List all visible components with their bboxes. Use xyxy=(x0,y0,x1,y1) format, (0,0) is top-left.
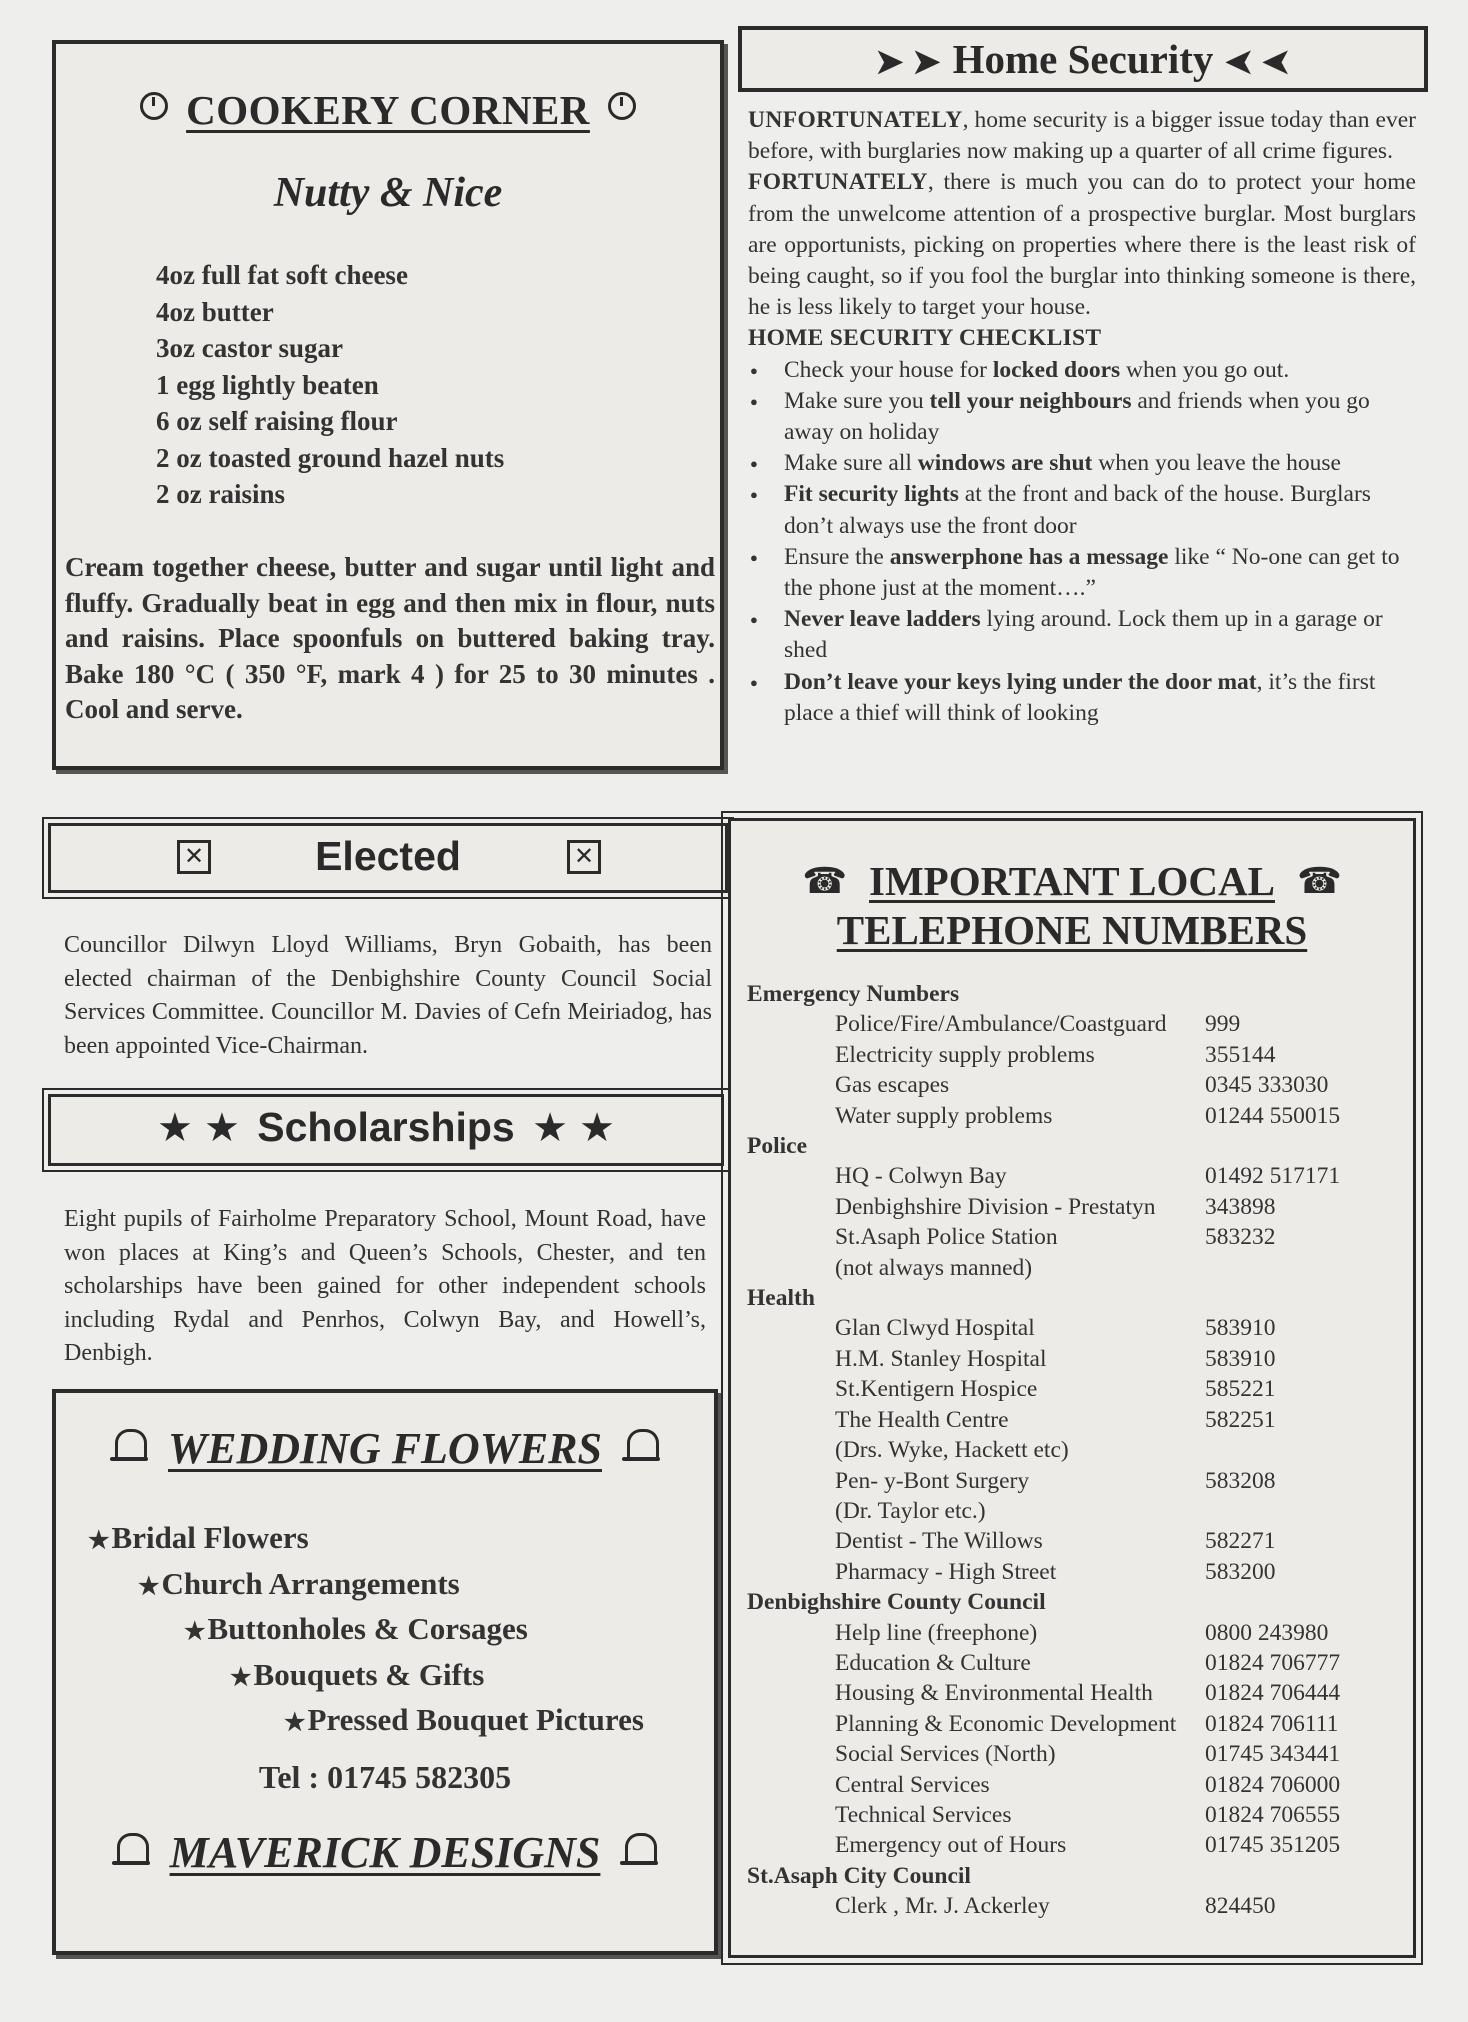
wedding-brand: MAVERICK DESIGNS xyxy=(169,1828,601,1877)
directory-number: 582251 xyxy=(1205,1406,1276,1433)
wedding-flowers-ad xyxy=(52,1389,718,1955)
checkbox-x-icon: ✕ xyxy=(567,840,601,874)
directory-label: Clerk , Mr. J. Ackerley xyxy=(835,1893,1050,1920)
home-security-header xyxy=(738,26,1428,92)
checklist-item xyxy=(748,448,1416,479)
telephone-title xyxy=(731,857,1413,954)
wedding-service-item: ★ Bridal Flowers xyxy=(88,1517,644,1563)
directory-row xyxy=(731,1891,1415,1921)
wedding-service-item: ★ Pressed Bouquet Pictures xyxy=(284,1699,644,1745)
directory-label: H.M. Stanley Hospital xyxy=(835,1345,1047,1372)
ingredient-item: 6 oz self raising flour xyxy=(156,406,398,436)
directory-label: (not always manned) xyxy=(835,1254,1033,1281)
wedding-brand-row xyxy=(56,1827,714,1878)
directory-number: 0345 333030 xyxy=(1205,1072,1329,1099)
directory-row xyxy=(731,1435,1415,1465)
security-checklist xyxy=(748,355,1416,729)
checklist-text: and friends when you go away on holiday xyxy=(784,387,1370,446)
checklist-emphasis: windows are shut xyxy=(917,450,1093,477)
directory-label: (Drs. Wyke, Hackett etc) xyxy=(835,1437,1069,1464)
directory-label: Education & Culture xyxy=(835,1649,1031,1676)
directory-row xyxy=(731,1101,1415,1131)
directory-number: 01824 706444 xyxy=(1205,1680,1341,1707)
directory-number: 01745 343441 xyxy=(1205,1741,1341,1768)
directory-row xyxy=(731,1161,1415,1191)
directory-row xyxy=(731,1253,1415,1283)
cookery-corner-panel xyxy=(52,40,724,770)
ingredient-list xyxy=(156,257,504,513)
checklist-text: when you leave the house xyxy=(1092,450,1341,477)
elected-text: Councillor Dilwyn Lloyd Williams, Bryn Gobaith, has been elected chairman of the Denbighshire County Council Social Services Committee. Councillor M. Davies of Cefn Meiriadog, has been appointed Vice-Chairman. xyxy=(64,932,712,1059)
directory-row xyxy=(731,1770,1415,1800)
ingredient-item: 3oz castor sugar xyxy=(156,333,343,363)
directory-label: Pharmacy - High Street xyxy=(835,1558,1057,1585)
directory-number: 824450 xyxy=(1205,1893,1276,1920)
directory-number: 355144 xyxy=(1205,1041,1276,1068)
directory-row xyxy=(731,1040,1415,1070)
recipe-method: Cream together cheese, butter and sugar until light and fluffy. Gradually beat in egg and then mix in flour, nuts and raisins. Place spoonfuls on buttered baking tray. Bake 180 °C ( 350 °F, mark 4 ) for 25 to 30 minutes . Cool and serve. xyxy=(65,552,715,724)
directory-row xyxy=(731,1739,1415,1769)
directory-row xyxy=(731,1313,1415,1343)
star-icon: ★ ★ xyxy=(532,1106,615,1150)
checklist-text: Make sure you xyxy=(784,387,930,414)
directory-row xyxy=(731,1526,1415,1556)
directory-number: 01492 517171 xyxy=(1205,1163,1341,1190)
directory-row xyxy=(731,1830,1415,1860)
directory-label: Emergency out of Hours xyxy=(835,1832,1067,1859)
security-paragraph-text: , there is much you can do to protect your home from the unwelcome attention of a prospective burglar. Most burglars are opportunists, picking on properties where there is the least risk of being caught, so if you fool the burglar into thinking someone is there, he is less likely to target your house. xyxy=(748,169,1416,321)
telephone-numbers-panel xyxy=(728,818,1416,1958)
telephone-icon: ☎ xyxy=(802,861,848,902)
home-security-body xyxy=(748,105,1416,729)
directory-section-heading: Police xyxy=(747,1133,808,1160)
directory-row xyxy=(731,1618,1415,1648)
scholarships-title: Scholarships xyxy=(257,1104,515,1150)
directory-row xyxy=(731,1800,1415,1830)
ingredient-item: 2 oz toasted ground hazel nuts xyxy=(156,442,505,473)
scholarships-text: Eight pupils of Fairholme Preparatory School, Mount Road, have won places at King’s and Queen’s Schools, Chester, and ten scholarships have been gained for other independent schools including Rydal and Penrhos, Colwyn Bay, and Howell’s, Denbigh. xyxy=(64,1206,706,1366)
directory-label: Planning & Economic Development xyxy=(835,1710,1177,1737)
directory-label: Water supply problems xyxy=(835,1102,1053,1129)
directory-section-heading: St.Asaph City Council xyxy=(747,1862,971,1889)
recipe-title: Nutty & Nice xyxy=(273,170,503,216)
directory-row xyxy=(731,1557,1415,1587)
directory-row xyxy=(731,1070,1415,1100)
checklist-text: Check your house for xyxy=(784,356,993,383)
checklist-emphasis: Fit security lights xyxy=(784,481,959,508)
directory-number: 343898 xyxy=(1205,1193,1276,1220)
clock-icon xyxy=(140,92,168,120)
star-icon: ★ ★ xyxy=(157,1106,240,1150)
directory-label: Denbighshire Division - Prestatyn xyxy=(835,1193,1156,1220)
scholarships-header xyxy=(48,1094,724,1166)
checklist-item xyxy=(748,386,1416,448)
directory-label: HQ - Colwyn Bay xyxy=(835,1163,1007,1190)
checklist-emphasis: answerphone has a message xyxy=(889,543,1169,570)
directory-row xyxy=(731,1374,1415,1404)
directory-label: Dentist - The Willows xyxy=(835,1528,1043,1555)
directory-label: Social Services (North) xyxy=(835,1741,1056,1768)
directory-row xyxy=(731,1222,1415,1252)
security-paragraph xyxy=(748,167,1416,323)
directory-number: 583200 xyxy=(1205,1558,1276,1585)
wedding-title-row xyxy=(56,1423,714,1474)
directory-number: 01824 706111 xyxy=(1205,1710,1339,1737)
checklist-title: HOME SECURITY CHECKLIST xyxy=(748,325,1102,352)
wedding-service-item: ★ Bouquets & Gifts xyxy=(230,1654,644,1700)
directory-label: Police/Fire/Ambulance/Coastguard xyxy=(835,1011,1167,1038)
directory-label: Housing & Environmental Health xyxy=(835,1680,1153,1707)
directory-number: 583208 xyxy=(1205,1467,1276,1494)
directory-label: Central Services xyxy=(835,1771,990,1798)
checklist-item xyxy=(748,542,1416,604)
checklist-item xyxy=(748,667,1416,729)
directory-row xyxy=(731,1009,1415,1039)
checklist-emphasis: Never leave ladders xyxy=(784,606,981,633)
security-paragraph xyxy=(748,105,1416,167)
bell-icon xyxy=(114,1831,148,1867)
cookery-title-row xyxy=(56,86,720,134)
directory-label: The Health Centre xyxy=(835,1406,1009,1433)
checklist-text: Make sure all xyxy=(784,450,918,477)
bell-icon xyxy=(112,1427,146,1463)
directory-number: 999 xyxy=(1205,1011,1241,1038)
arrow-right-icon: ➤ ➤ xyxy=(875,44,941,81)
checklist-item xyxy=(748,604,1416,666)
directory-label: Help line (freephone) xyxy=(835,1619,1038,1646)
wedding-title: WEDDING FLOWERS xyxy=(168,1424,602,1473)
checklist-text: when you go out. xyxy=(1120,356,1290,383)
ingredient-item: 1 egg lightly beaten xyxy=(156,369,379,400)
checklist-text: , it’s the first place a thief will think of looking xyxy=(784,668,1376,726)
home-security-title: Home Security xyxy=(952,36,1214,82)
directory-row xyxy=(731,1344,1415,1374)
directory-number: 583910 xyxy=(1205,1345,1276,1372)
checkbox-x-icon: ✕ xyxy=(177,840,211,874)
directory-number: 583232 xyxy=(1205,1224,1276,1251)
directory-number: 01824 706777 xyxy=(1205,1649,1341,1676)
directory-number: 583910 xyxy=(1205,1315,1276,1342)
checklist-item xyxy=(748,355,1416,386)
directory-row xyxy=(731,1405,1415,1435)
directory-label: Gas escapes xyxy=(835,1072,950,1099)
wedding-service-item: ★ Buttonholes & Corsages xyxy=(184,1608,644,1654)
checklist-item xyxy=(748,479,1416,541)
directory-label: St.Kentigern Hospice xyxy=(835,1376,1038,1403)
checklist-text: at the front and back of the house. Burglars don’t always use the front door xyxy=(784,481,1371,539)
directory-row xyxy=(731,1648,1415,1678)
directory-label: St.Asaph Police Station xyxy=(835,1224,1058,1251)
directory-label: Technical Services xyxy=(835,1801,1012,1828)
directory-label: Pen- y-Bont Surgery xyxy=(835,1467,1030,1494)
ingredient-item: 4oz full fat soft cheese xyxy=(156,260,408,290)
wedding-service-item: ★ Church Arrangements xyxy=(138,1563,644,1609)
checklist-text: like “ No-one can get to the phone just at the moment….” xyxy=(784,543,1400,602)
wedding-telephone: Tel : 01745 582305 xyxy=(258,1759,512,1795)
checklist-text: Ensure the xyxy=(784,543,890,570)
directory-number: 01244 550015 xyxy=(1205,1102,1341,1129)
directory-number: 01824 706000 xyxy=(1205,1771,1341,1798)
security-paragraph-text: , home security is a bigger issue today than ever before, with burglaries now making up a quarter of all crime figures. xyxy=(748,107,1416,165)
wedding-services-list xyxy=(88,1517,644,1745)
elected-header xyxy=(48,823,728,893)
telephone-title-line: TELEPHONE NUMBERS xyxy=(836,907,1308,953)
checklist-emphasis: Don’t leave your keys lying under the door mat xyxy=(784,668,1257,695)
checklist-emphasis: locked doors xyxy=(992,356,1121,383)
directory-number: 0800 243980 xyxy=(1205,1619,1329,1646)
directory-number: 585221 xyxy=(1205,1376,1276,1403)
security-lead: FORTUNATELY xyxy=(748,169,928,196)
ingredient-item: 2 oz raisins xyxy=(156,479,286,509)
directory-row xyxy=(731,1192,1415,1222)
telephone-icon: ☎ xyxy=(1296,861,1342,902)
checklist-emphasis: tell your neighbours xyxy=(929,387,1132,414)
directory-row xyxy=(731,1709,1415,1739)
directory-row xyxy=(731,1496,1415,1526)
security-lead: UNFORTUNATELY xyxy=(748,107,963,133)
checklist-text: lying around. Lock them up in a garage or shed xyxy=(784,606,1383,664)
bell-icon xyxy=(624,1427,658,1463)
directory-row xyxy=(731,1678,1415,1708)
telephone-directory xyxy=(731,979,1415,1922)
arrow-left-icon: ➤ ➤ xyxy=(1225,44,1291,81)
bell-icon xyxy=(622,1831,656,1867)
directory-number: 01824 706555 xyxy=(1205,1801,1341,1828)
directory-row xyxy=(731,1466,1415,1496)
directory-number: 01745 351205 xyxy=(1205,1832,1341,1859)
ingredient-item: 4oz butter xyxy=(156,296,274,327)
directory-section-heading: Denbighshire County Council xyxy=(747,1589,1046,1616)
cookery-title: COOKERY CORNER xyxy=(186,87,590,133)
directory-label: Glan Clwyd Hospital xyxy=(835,1315,1035,1342)
telephone-title-line: IMPORTANT LOCAL xyxy=(869,858,1275,904)
directory-section-heading: Emergency Numbers xyxy=(747,981,960,1007)
directory-label: (Dr. Taylor etc.) xyxy=(835,1497,986,1524)
clock-icon xyxy=(608,92,636,120)
directory-number: 582271 xyxy=(1205,1528,1276,1555)
directory-label: Electricity supply problems xyxy=(835,1041,1095,1068)
directory-section-heading: Health xyxy=(747,1285,815,1312)
elected-title: Elected xyxy=(315,833,461,879)
